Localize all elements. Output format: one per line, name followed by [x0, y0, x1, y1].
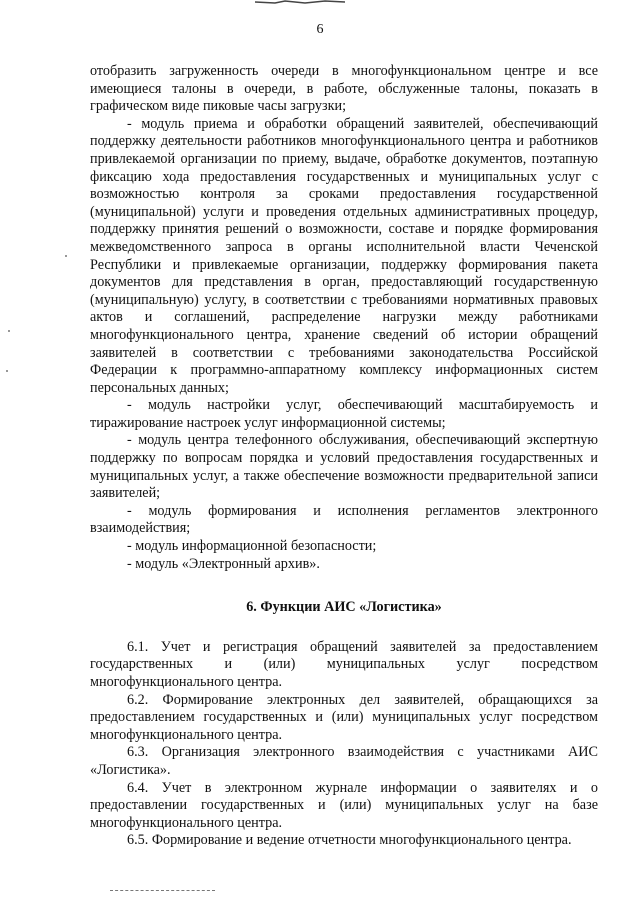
paragraph: - модуль приема и обработки обращений заявителей, обеспечивающий поддержку деятельности работников многофункционального центра и работников привлекаемой организации по приему, выдаче, обработке документов, поэтапную фиксацию хода предоставления государственных и муниципальных услуг с возможностью контроля за сроками предоставления государственной (муниципальной) услуги и проведения отдельных административных процедур, поддержку принятия решений о возможности, составе и порядке формирования межведомственного запроса в органы исполнительной власти Чеченской Республики и привлекаемые организации, поддержку формирования пакета документов для представления в орган, предоставляющий государственную (муниципальную) услугу, в соответствии с требованиями нормативных правовых актов и соглашений, распределение нагрузки между работниками многофункционального центра, хранение сведений об истории обращений заявителей в соответствии с требованиями законодательства Российской Федерации к программно-аппаратному комплексу информационных систем персональных данных; — [90, 115, 598, 396]
scan-artifact-line — [110, 890, 215, 891]
paragraph: - модуль настройки услуг, обеспечивающий масштабируемость и тиражирование настроек услуг информационной системы; — [90, 397, 598, 431]
page-number: 6 — [316, 22, 324, 37]
document-body — [90, 63, 598, 850]
list-item: 6.2. Формирование электронных дел заявителей, обращающихся за предоставлением государственных и (или) муниципальных услуг посредством многофункционального центра. — [90, 691, 598, 743]
paragraph: - модуль «Электронный архив». — [127, 555, 320, 572]
section-heading: 6. Функции АИС «Логистика» — [246, 599, 442, 616]
scan-speck — [65, 255, 67, 257]
scan-artifact — [255, 0, 345, 4]
list-item: 6.5. Формирование и ведение отчетности многофункционального центра. — [127, 832, 572, 849]
paragraph: - модуль центра телефонного обслуживания, обеспечивающий экспертную поддержку по вопросам порядка и условий предоставления государственных и муниципальных услуг, а также обеспечение возможности предварительной записи заявителей; — [90, 432, 598, 502]
list-item: 6.1. Учет и регистрация обращений заявителей за предоставлением государственных и (или) муниципальных услуг посредством многофункционального центра. — [90, 638, 598, 690]
list-item: 6.3. Организация электронного взаимодействия с участниками АИС «Логистика». — [90, 744, 598, 778]
paragraph: отобразить загруженность очереди в многофункциональном центре и все имеющиеся талоны в очереди, в работе, обслуженные талоны, показать в графическом виде пиковые часы загрузки; — [90, 63, 598, 115]
scan-speck — [6, 370, 8, 372]
paragraph: - модуль информационной безопасности; — [127, 538, 377, 555]
scan-speck — [8, 330, 10, 332]
list-item: 6.4. Учет в электронном журнале информации о заявителях и о предоставлении государственных и (или) муниципальных услуг на базе многофункционального центра. — [90, 779, 598, 831]
paragraph: - модуль формирования и исполнения регламентов электронного взаимодействия; — [90, 502, 598, 537]
